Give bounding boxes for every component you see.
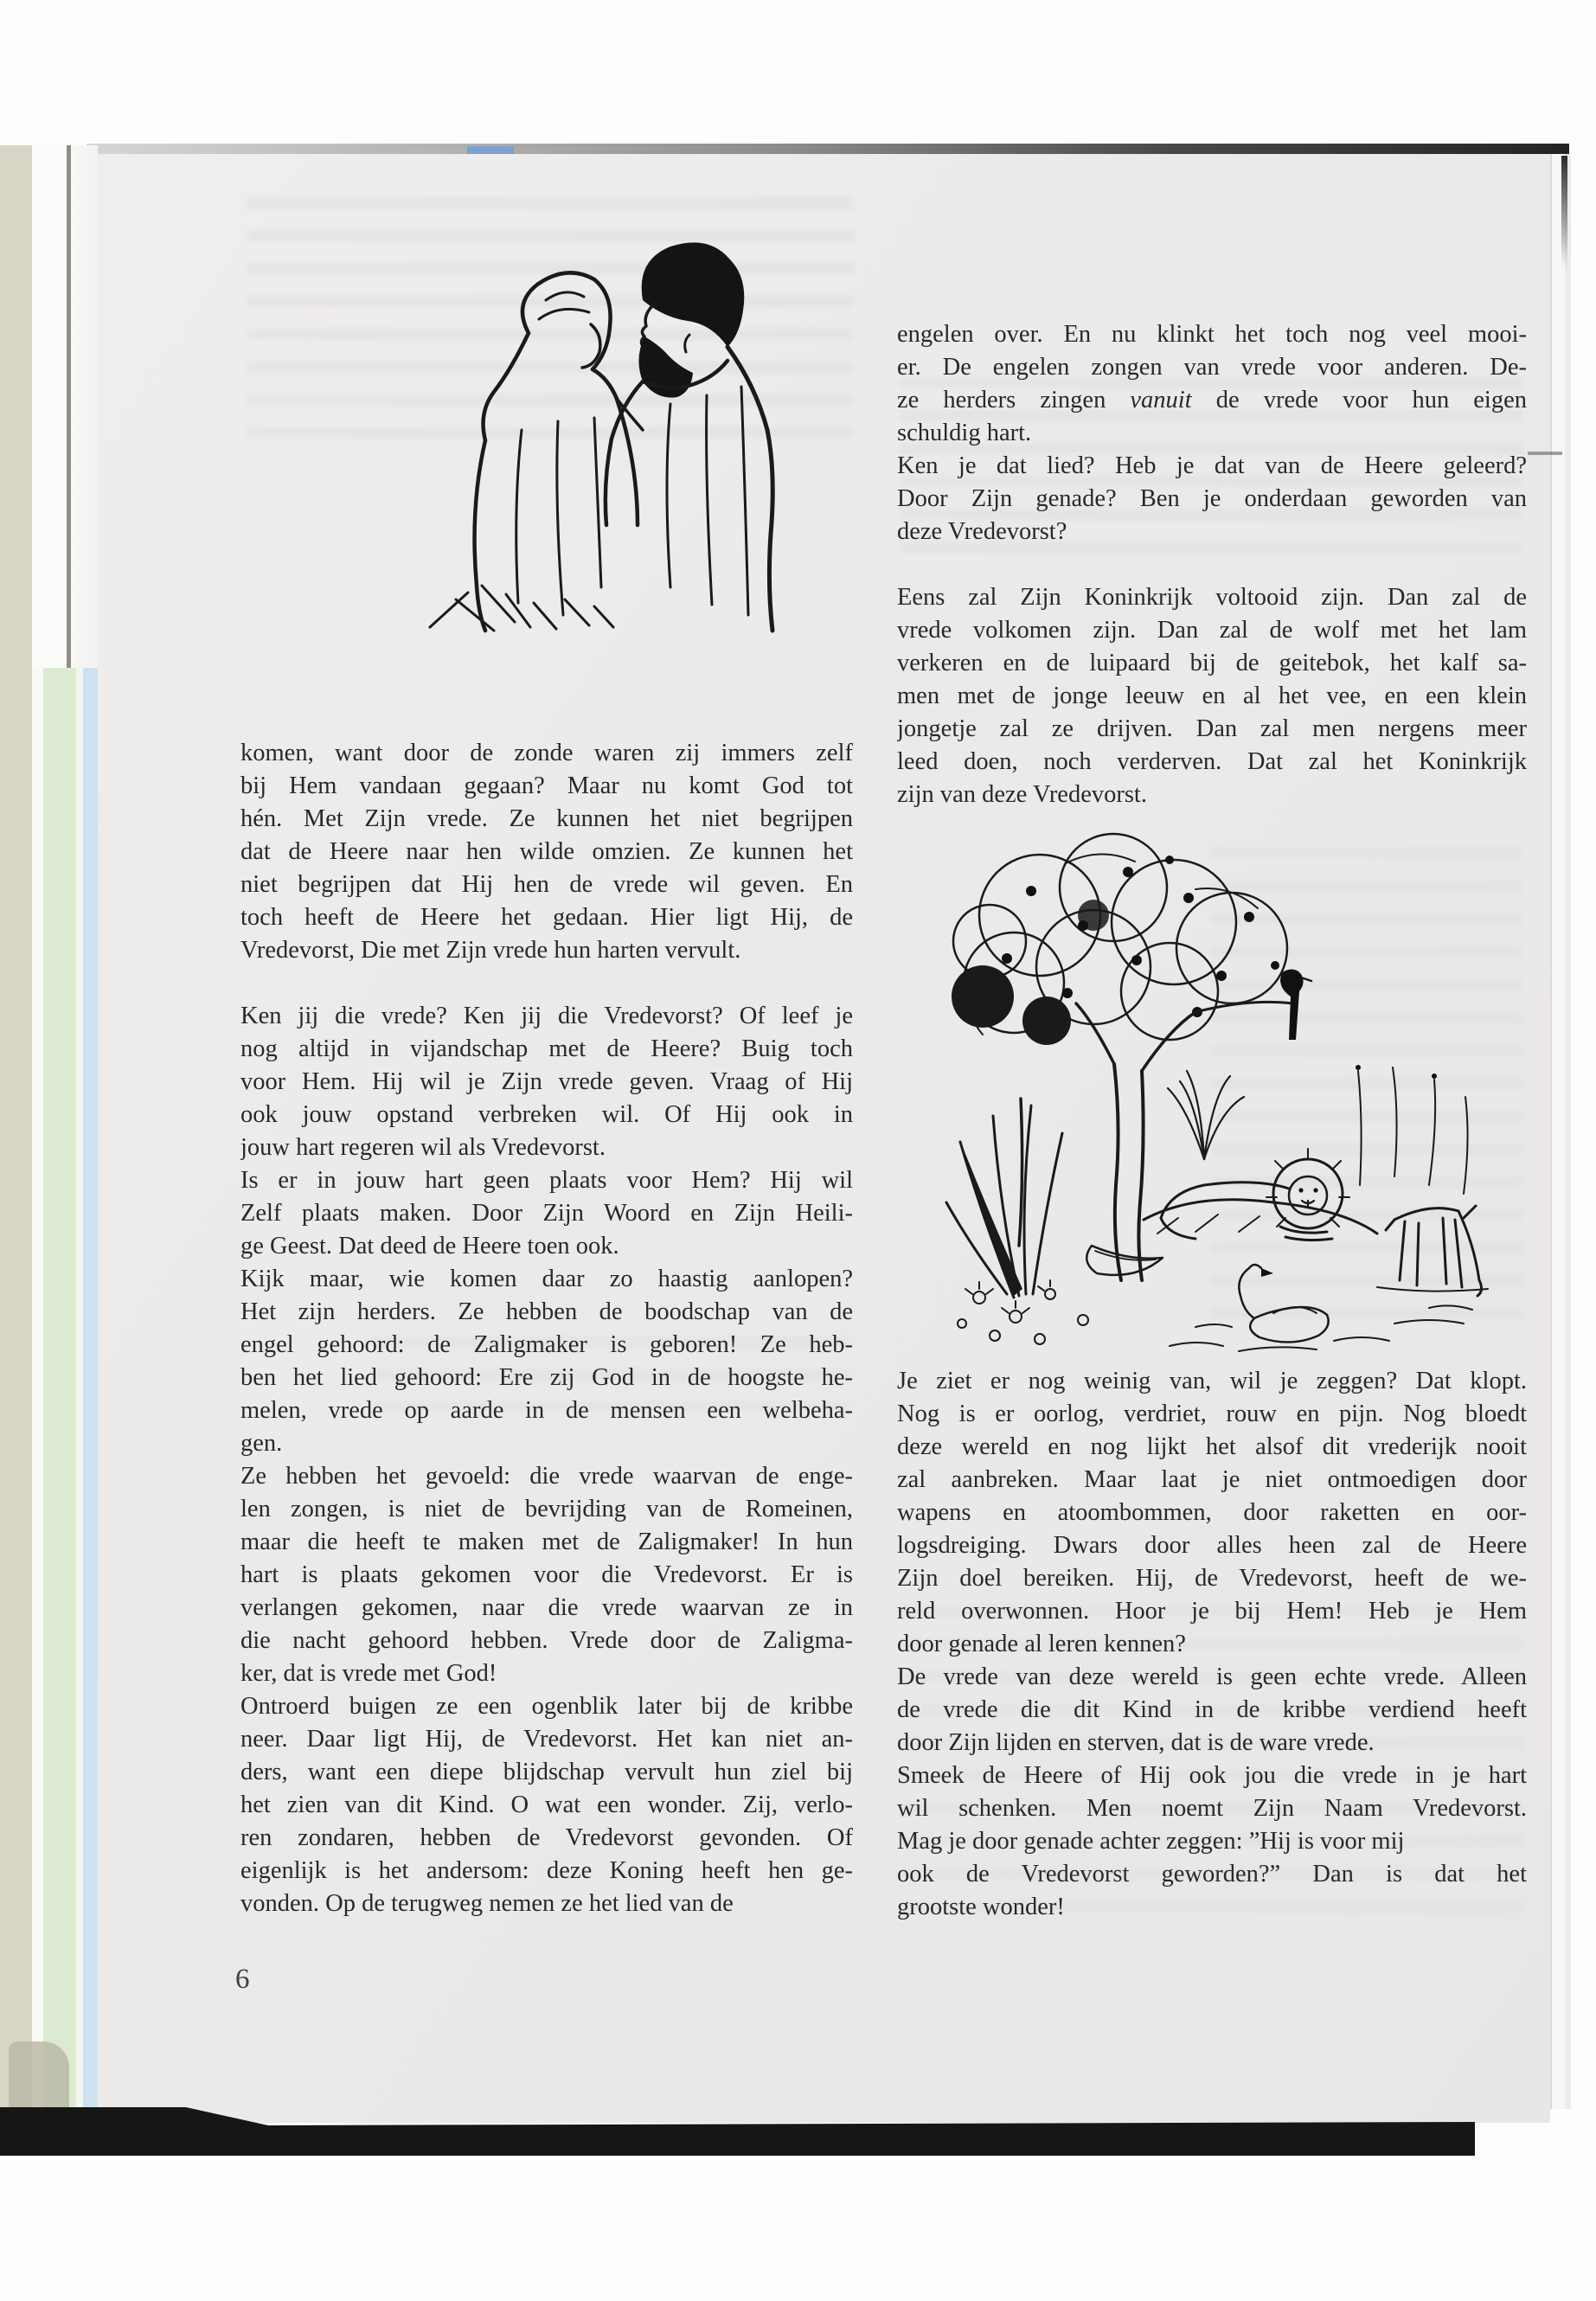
text-line: reld overwonnen. Hoor je bij Hem! Heb je Hem (897, 1598, 1527, 1625)
text-line: Ze hebben het gevoeld: die vrede waarvan de enge- (240, 1463, 853, 1490)
paragraph-je-ziet (897, 1365, 1527, 1661)
text-line: grootste wonder! (897, 1894, 1065, 1920)
text-run: ze herders zingen (897, 387, 1131, 413)
text-line: Ken jij die vrede? Ken jij die Vredevorst? Of leef je (240, 1003, 853, 1029)
text-line: engelen over. En nu klinkt het toch nog veel mooi- (897, 321, 1527, 348)
paragraph-de-vrede (897, 1661, 1527, 1759)
text-line: maar die heeft te maken met de Zaligmaker! In hun (240, 1529, 853, 1555)
text-line: er. De engelen zongen van vrede voor anderen. De- (897, 354, 1527, 381)
text-line: de vrede die dit Kind in de kribbe verdiend heeft (897, 1696, 1527, 1723)
text-line: verlangen gekomen, naar die vrede waarvan ze in (240, 1594, 853, 1621)
text-line: ben het lied gehoord: Ere zij God in de hoogste he- (240, 1364, 853, 1391)
shepherds-illustration (385, 221, 787, 636)
text-line: het zien van dit Kind. O wat een wonder. Zij, verlo- (240, 1791, 853, 1818)
text-line: wil schenken. Men noemt Zijn Naam Vredevorst. (897, 1795, 1527, 1822)
text-line: toch heeft de Heere het gedaan. Hier ligt Hij, de (240, 904, 853, 931)
paragraph-gap (240, 967, 853, 1000)
text-line: die nacht gehoord hebben. Vrede door de Zaligma- (240, 1627, 853, 1654)
page-stack-right-edge (1550, 154, 1571, 2109)
text-line: hart is plaats gekomen voor die Vredevorst. Er is (240, 1561, 853, 1588)
text-line: logsdreiging. Dwars door alles heen zal de Heere (897, 1532, 1527, 1559)
text-line: voor Hem. Hij wil je Zijn vrede geven. Vraag of Hij (240, 1068, 853, 1095)
text-line: Nog is er oorlog, verdriet, rouw en pijn. Nog bloedt (897, 1400, 1527, 1427)
text-line: Je ziet er nog weinig van, wil je zeggen? Dat klopt. (897, 1368, 1527, 1394)
text-line: komen, want door de zonde waren zij immers zelf (240, 740, 853, 766)
text-line: Is er in jouw hart geen plaats voor Hem? Hij wil (240, 1167, 853, 1194)
right-text-column-top (897, 318, 1527, 811)
text-line: De vrede van deze wereld is geen echte vrede. Alleen (897, 1663, 1527, 1690)
text-line: ook jouw opstand verbreken wil. Of Hij ook in (240, 1101, 853, 1128)
text-line: Het zijn herders. Ze hebben de boodschap van de (240, 1298, 853, 1325)
text-line: ren zondaren, hebben de Vredevorst gevonden. Of (240, 1824, 853, 1851)
text-line: ker, dat is vrede met God! (240, 1660, 497, 1687)
margin-dash-mark (1528, 452, 1562, 455)
text-run: de vrede voor hun eigen (1191, 387, 1527, 413)
text-line: Ontroerd buigen ze een ogenblik later bij de kribbe (240, 1693, 853, 1720)
top-edge-blue-mark (467, 146, 514, 154)
text-line: door Zijn lijden en sterven, dat is de ware vrede. (897, 1729, 1375, 1756)
text-line: ge Geest. Dat deed de Heere toen ook. (240, 1233, 619, 1259)
text-line: Mag je door genade achter zeggen: ”Hij is voor mij (897, 1828, 1405, 1855)
text-line: vonden. Op de terugweg nemen ze het lied van de (240, 1890, 734, 1917)
text-line: verkeren en de luipaard bij de geitebok, het kalf sa- (897, 650, 1527, 676)
text-line: leed doen, noch verderven. Dat zal het Koninkrijk (897, 748, 1527, 775)
text-line: melen, vrede op aarde in de mensen een welbeha- (240, 1397, 853, 1424)
text-line: ook de Vredevorst geworden?” Dan is dat het (897, 1861, 1527, 1888)
left-text-column (240, 737, 853, 1920)
paragraph-komen (240, 737, 853, 967)
text-line: eigenlijk is het andersom: deze Koning heeft hen ge- (240, 1857, 853, 1884)
text-line: schuldig hart. (897, 420, 1032, 446)
right-edge-shadow (1561, 156, 1567, 268)
paragraph-kijk-maar (240, 1263, 853, 1460)
text-line: door genade al leren kennen? (897, 1631, 1186, 1657)
text-line: gen. (240, 1430, 283, 1457)
right-text-column-bottom (897, 1365, 1527, 1924)
text-line: Smeek de Heere of Hij ook jou die vrede in je hart (897, 1762, 1527, 1789)
text-line: deze Vredevorst? (897, 518, 1067, 545)
paragraph-smeek (897, 1759, 1527, 1858)
text-line: dat de Heere naar hen wilde omzien. Ze kunnen het (240, 838, 853, 865)
text-line (897, 384, 1527, 417)
page-number: 6 (235, 1964, 250, 1995)
paragraph-ze-hebben (240, 1460, 853, 1690)
text-line: len zongen, is niet de bevrijding van de Romeinen, (240, 1496, 853, 1522)
paragraph-mag-je (897, 1858, 1527, 1924)
page-stack-left-edge-lower (0, 668, 98, 2130)
paragraph-engelen (897, 318, 1527, 450)
text-line: deze wereld en nog lijkt het alsof dit vrederijk nooit (897, 1433, 1527, 1460)
text-line: hén. Met Zijn vrede. Ze kunnen het niet begrijpen (240, 805, 853, 832)
text-line: Kijk maar, wie komen daar zo haastig aanlopen? (240, 1266, 853, 1292)
italic-word: vanuit (1130, 387, 1192, 413)
text-line: men met de jonge leeuw en al het vee, en een klein (897, 683, 1527, 709)
text-line: nog altijd in vijandschap met de Heere? Buig toch (240, 1035, 853, 1062)
text-line: Vredevorst, Die met Zijn vrede hun harten vervult. (240, 937, 741, 964)
cover-cloth-corner (9, 2041, 69, 2111)
paragraph-gap (897, 548, 1527, 581)
text-line: Eens zal Zijn Koninkrijk voltooid zijn. Dan zal de (897, 584, 1527, 611)
text-line: jongetje zal ze drijven. Dan zal men nergens meer (897, 715, 1527, 742)
text-line: engel gehoord: de Zaligmaker is geboren! Ze heb- (240, 1331, 853, 1358)
paragraph-ontroerd (240, 1690, 853, 1920)
text-line: niet begrijpen dat Hij hen de vrede wil geven. En (240, 871, 853, 898)
text-line: zal aanbreken. Maar laat je niet ontmoedigen door (897, 1466, 1527, 1493)
paragraph-is-er (240, 1164, 853, 1263)
peaceable-kingdom-illustration (910, 811, 1494, 1365)
text-line: vrede volkomen zijn. Dan zal de wolf met het lam (897, 617, 1527, 644)
text-line: zijn van deze Vredevorst. (897, 781, 1147, 808)
paragraph-eens (897, 581, 1527, 811)
paragraph-ken-je (897, 450, 1527, 548)
text-line: jouw hart regeren wil als Vredevorst. (240, 1134, 606, 1161)
paragraph-ken-jij (240, 1000, 853, 1164)
text-line: Zijn doel bereiken. Hij, de Vredevorst, heeft de we- (897, 1565, 1527, 1592)
text-line: Door Zijn genade? Ben je onderdaan geworden van (897, 485, 1527, 512)
text-line: bij Hem vandaan gegaan? Maar nu komt God tot (240, 772, 853, 799)
text-line: Ken je dat lied? Heb je dat van de Heere geleerd? (897, 452, 1527, 479)
text-line: wapens en atoombommen, door raketten en oor- (897, 1499, 1527, 1526)
page-stack-left-edge-upper (0, 145, 98, 668)
text-line: ders, want een diepe blijdschap vervult hun ziel bij (240, 1759, 853, 1785)
text-line: neer. Daar ligt Hij, de Vredevorst. Het kan niet an- (240, 1726, 853, 1753)
text-line: Zelf plaats maken. Door Zijn Woord en Zijn Heili- (240, 1200, 853, 1227)
